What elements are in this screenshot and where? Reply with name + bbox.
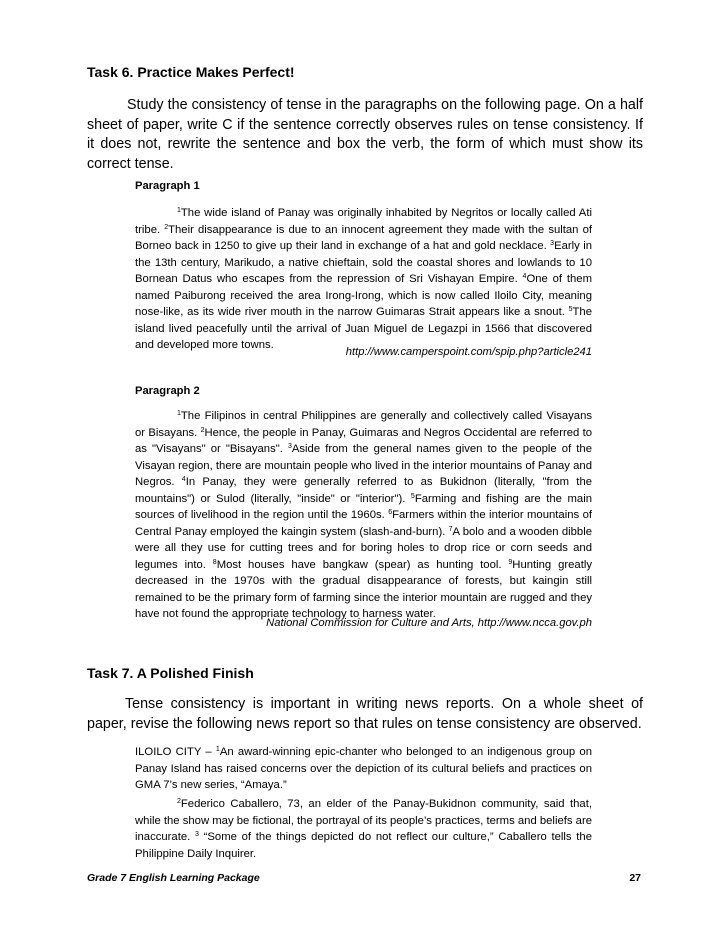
news-sentence-3: “Some of the things depicted do not reflect our culture,” Caballero tells the Philippine Daily Inquirer. (135, 831, 592, 860)
news-paragraph-2 (135, 796, 592, 862)
sentence-number: 5 (410, 492, 415, 500)
sentence-number: 9 (508, 558, 513, 566)
news-sentence-2: Federico Caballero, 73, an elder of the Panay-Bukidnon community, said that, while the show may be fictional, the portrayal of its people’s practices, terms and beliefs are inaccurate. (135, 798, 592, 843)
sentence-number: 1 (177, 207, 181, 214)
sentence-number: 4 (181, 476, 186, 483)
paragraph2-sentence-2: Hence, the people in Panay, Guimaras and Negros Occidental are referred to as "Visayans" or "Bisayans". (135, 426, 592, 455)
sentence-number: 2 (164, 223, 169, 231)
sentence-number: 1 (177, 410, 181, 417)
sentence-number: 6 (388, 509, 393, 516)
paragraph2-text (135, 408, 592, 623)
paragraph2-sentence-4: In Panay, they were generally referred to as Bukidnon (literally, "from the mountains") or Sulod (literally, "inside" or "interior"). (135, 476, 593, 505)
task6-title: Task 6. Practice Makes Perfect! (87, 64, 295, 80)
paragraph2-sentence-7: A bolo and a wooden dibble were all they use for cutting trees and for boring holes to drop rice or corn seeds and legumes into. (135, 525, 592, 571)
task7-instructions: Tense consistency is important in writing news reports. On a whole sheet of paper, revise the following news report so that rules on tense consistency are observed. (87, 696, 643, 732)
sentence-number: 3 (550, 240, 555, 247)
sentence-number: 4 (522, 273, 527, 280)
paragraph1-text (135, 205, 592, 354)
sentence-number: 7 (448, 525, 453, 533)
task6-instructions: Study the consistency of tense in the paragraphs on the following page. On a half sheet of paper, write C if the sentence correctly observes rules on tense consistency. If it does not, rewrite the sentence and box the verb, the form of which must show its correct tense. (87, 97, 643, 172)
paragraph2-sentence-5: Farming and fishing are the main sources of livelihood in the region until the 1960s. (135, 492, 592, 521)
footer-title: Grade 7 English Learning Package (87, 872, 260, 884)
sentence-number: 2 (200, 426, 205, 434)
paragraph2-sentence-1: The Filipinos in central Philippines are generally and collectively called Visayans or Bisayans. (135, 410, 592, 439)
sentence-number: 8 (212, 558, 217, 566)
sentence-number: 5 (568, 306, 573, 313)
sentence-number: 3 (195, 831, 199, 838)
sentence-number: 2 (177, 798, 181, 805)
paragraph1-sentence-3: Early in the 13th century, Marikudo, a native chieftain, sold the coastal shores and lowlands to 10 Bornean Datus who escapes from the repression of Sri Vishayan Empire. (135, 240, 592, 285)
paragraph2-label: Paragraph 2 (135, 385, 200, 397)
paragraph1-sentence-1: The wide island of Panay was originally inhabited by Negritos or locally called Ati tribe. (135, 207, 592, 236)
paragraph1-sentence-4: One of them named Paiburong received the area Irong-Irong, which is now called Iloilo City, meaning nose-like, as its wide river mouth in the narrow Guimaras Strait appears like a snout. (135, 273, 592, 318)
paragraph2-sentence-3: Aside from the general names given to the people of the Visayan region, there are mountain people who lived in the interior mountains of Panay and Negros. (135, 443, 592, 488)
news-sentence-1: An award-winning epic-chanter who belonged to an indigenous group on Panay Island has raised concerns over the depiction of its cultural beliefs and practices on GMA 7’s new series, “Amaya.” (135, 746, 592, 791)
paragraph2-source: National Commission for Culture and Arts, http://www.ncca.gov.ph (266, 617, 592, 629)
sentence-number: 3 (287, 443, 292, 450)
task7-title: Task 7. A Polished Finish (87, 665, 254, 681)
news-dateline: ILOILO CITY – (135, 746, 216, 758)
paragraph1-label: Paragraph 1 (135, 180, 200, 192)
paragraph2-sentence-6: Farmers within the interior mountains of Central Panay employed the kaingin system (slash-and-burn). (135, 509, 592, 538)
news-paragraph-1 (135, 744, 592, 794)
paragraph1-source: http://www.camperspoint.com/spip.php?article241 (345, 346, 592, 358)
sentence-number: 1 (215, 746, 220, 753)
page-number: 27 (629, 872, 641, 884)
paragraph1-sentence-2: Their disappearance is due to an innocent agreement they made with the sultan of Borneo back in 1250 to give up their land in exchange of a hat and gold necklace. (135, 223, 592, 252)
paragraph2-sentence-9: Hunting greatly decreased in the 1970s with the gradual disappearance of forests, but kaingin still remained to be the primary form of farming since the interior mountain are rugged and they have not found the appropriate technology to harness water. (135, 558, 592, 620)
paragraph1-sentence-5: The island lived peacefully until the arrival of Juan Miguel de Legazpi in 1566 that discovered and developed more towns. (135, 306, 592, 351)
paragraph2-sentence-8: Most houses have bangkaw (spear) as hunting tool. (216, 558, 509, 571)
